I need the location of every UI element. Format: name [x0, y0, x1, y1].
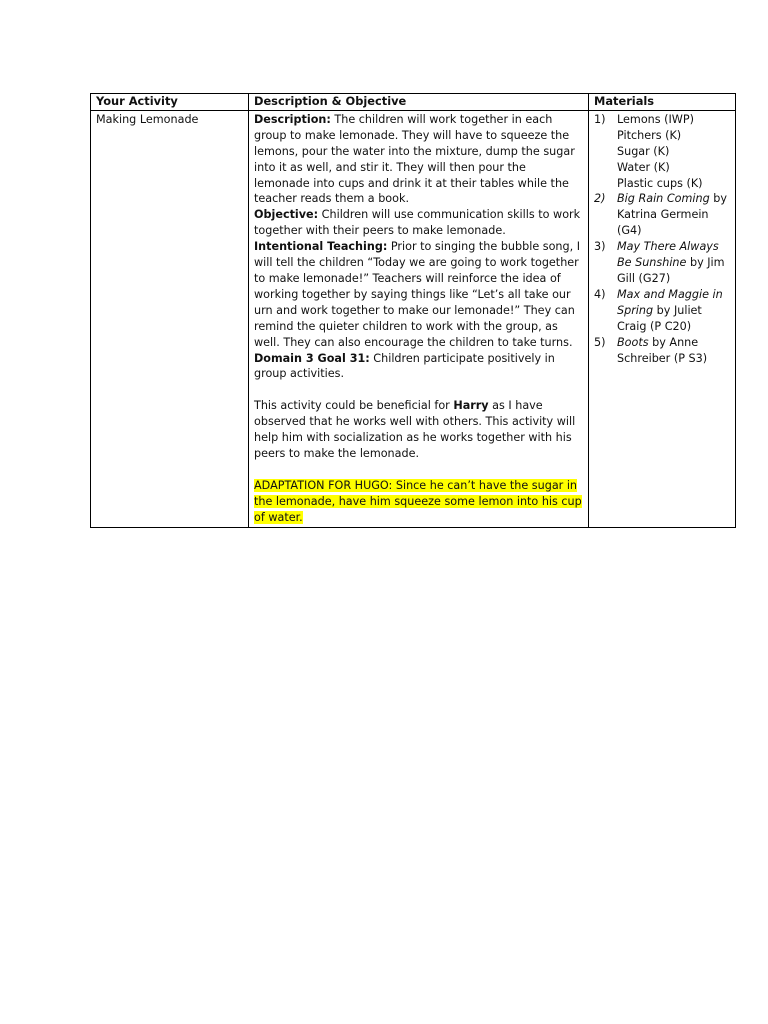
paragraph-spacer: [254, 382, 583, 398]
list-item: [594, 287, 730, 335]
intentional-teaching-text: Prior to singing the bubble song, I will tell the children “Today we are going to work together to make lemonade!” Teachers will reinforce the idea of working together by saying things like “Let’s all take our urn and work together to make our lemonade!” They can remind the quieter children to work with the group, as well. They can also encourage the children to take turns.: [254, 240, 581, 349]
intentional-teaching-paragraph: [254, 239, 583, 350]
header-description-objective: Description & Objective: [249, 94, 589, 111]
list-number: 2): [594, 192, 606, 206]
list-number: 3): [594, 240, 606, 254]
material-lemons: Lemons (IWP): [617, 112, 694, 126]
description-paragraph: [254, 112, 583, 207]
objective-label: Objective:: [254, 208, 319, 222]
book-title: Max and Maggie in Spring: [617, 287, 723, 317]
paragraph-spacer: [254, 462, 583, 478]
activity-table: [90, 93, 736, 528]
list-item: [594, 335, 730, 367]
domain-goal-text: Children participate positively in group activities.: [254, 351, 555, 381]
material-pitchers: Pitchers (K): [617, 128, 682, 142]
list-item: [594, 239, 730, 287]
list-item: [594, 191, 730, 239]
list-number: 5): [594, 335, 606, 349]
benefit-paragraph: [254, 398, 583, 462]
material-sugar: Sugar (K): [617, 144, 670, 158]
objective-text: Children will use communication skills to work together with their peers to make lemonade.: [254, 208, 581, 238]
objective-paragraph: [254, 207, 583, 239]
book-author: by Juliet Craig (P C20): [617, 303, 702, 333]
header-materials: Materials: [589, 94, 736, 111]
activity-name: Making Lemonade: [96, 112, 199, 126]
description-cell: [249, 110, 589, 528]
table-row: [91, 110, 736, 528]
book-title: Boots: [617, 335, 649, 349]
book-author: by Katrina Germein (G4): [617, 192, 727, 238]
adaptation-highlight: ADAPTATION FOR HUGO: Since he can’t have the sugar in the lemonade, have him squeeze some lemon into his cup of water.: [254, 478, 582, 524]
materials-list: [594, 112, 730, 367]
activity-name-cell: [91, 110, 249, 528]
header-your-activity: Your Activity: [91, 94, 249, 111]
list-item: [594, 112, 730, 192]
description-text: The children will work together in each group to make lemonade. They will have to squeeze the lemons, pour the water into the mixture, dump the sugar into it as well, and stir it. They will then pour the lemonade into cups and drink it at their tables while the teacher reads them a book.: [254, 112, 575, 206]
domain-goal-paragraph: [254, 351, 583, 383]
material-water: Water (K): [617, 160, 670, 174]
benefit-text-after: as I have observed that he works well with others. This activity will help him with socialization as he works together with his peers to make the lemonade.: [254, 399, 576, 460]
material-plastic-cups: Plastic cups (K): [617, 176, 703, 190]
book-author: by Jim Gill (G27): [617, 256, 725, 285]
benefit-text-before: This activity could be beneficial for: [254, 399, 454, 413]
table-header-row: [91, 94, 736, 111]
list-number: 1): [594, 112, 606, 126]
book-author: by Anne Schreiber (P S3): [617, 335, 708, 365]
domain-goal-label: Domain 3 Goal 31:: [254, 351, 370, 365]
materials-cell: [589, 110, 736, 528]
benefit-child-name: Harry: [453, 399, 489, 413]
book-title: Big Rain Coming: [617, 192, 710, 206]
adaptation-paragraph: [254, 478, 583, 526]
description-label: Description:: [254, 112, 331, 126]
list-number: 4): [594, 287, 606, 301]
intentional-teaching-label: Intentional Teaching:: [254, 240, 388, 254]
book-title: May There Always Be Sunshine: [617, 240, 719, 270]
